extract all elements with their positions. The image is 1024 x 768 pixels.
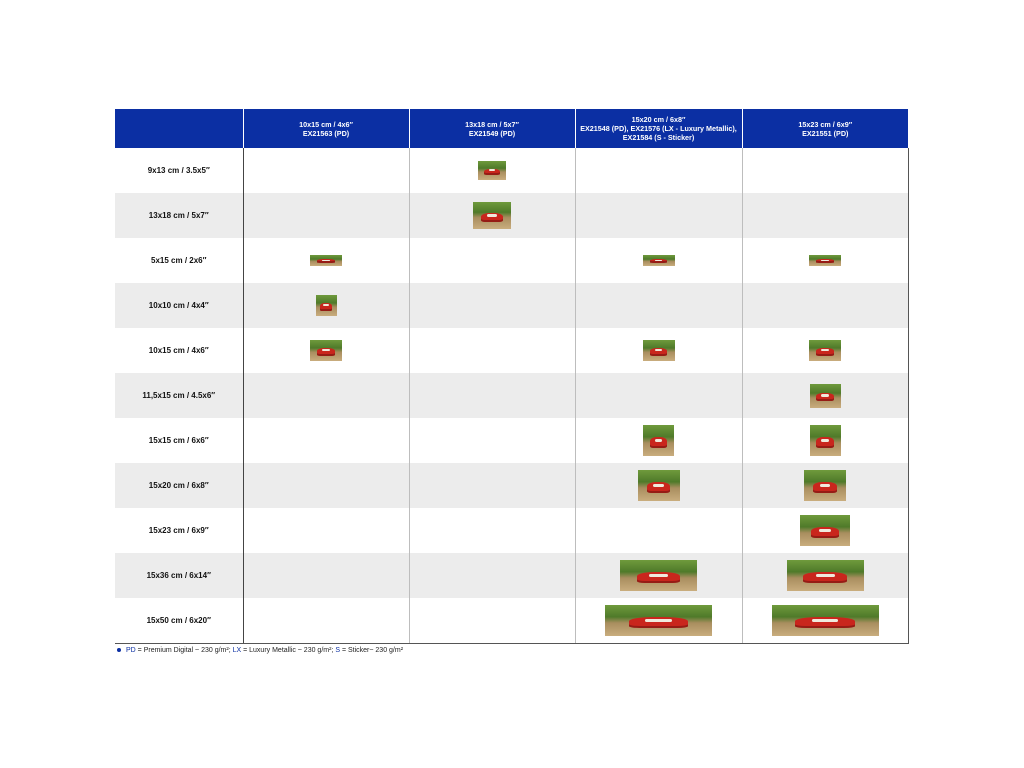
column-header-line: EX21549 (PD) <box>468 128 516 138</box>
matrix-cell <box>243 238 409 283</box>
matrix-body <box>115 148 908 644</box>
print-sample-thumbnail <box>809 255 841 266</box>
lx-description: = Luxury Metallic ~ 230 g/m²; <box>241 647 336 654</box>
size-label: 11,5x15 cm / 4.5x6″ <box>115 373 243 418</box>
matrix-cell <box>243 418 409 463</box>
matrix-cell <box>742 508 908 553</box>
matrix-cell <box>575 553 742 598</box>
matrix-cell <box>409 508 575 553</box>
car-photo-icon <box>629 617 689 628</box>
car-photo-icon <box>816 393 833 401</box>
column-header-line: EX21551 (PD) <box>802 128 849 138</box>
column-header-line: 15x23 cm / 6x9″ <box>798 119 853 129</box>
car-photo-icon <box>317 348 335 355</box>
car-photo-icon <box>816 437 833 448</box>
matrix-cell <box>742 283 908 328</box>
matrix-cell <box>575 373 742 418</box>
size-row <box>115 553 908 598</box>
matrix-cell <box>742 463 908 508</box>
matrix-cell <box>742 553 908 598</box>
matrix-cell <box>409 418 575 463</box>
size-row <box>115 508 908 553</box>
lx-code: LX <box>232 647 242 654</box>
print-sample-thumbnail <box>643 425 674 456</box>
size-label: 10x15 cm / 4x6″ <box>115 328 243 373</box>
matrix-cell <box>243 193 409 238</box>
car-photo-icon <box>317 259 335 263</box>
header-row <box>115 109 908 148</box>
matrix-cell <box>409 328 575 373</box>
size-label: 13x18 cm / 5x7″ <box>115 193 243 238</box>
size-label: 5x15 cm / 2x6″ <box>115 238 243 283</box>
size-row <box>115 238 908 283</box>
print-sample-thumbnail <box>800 515 850 546</box>
matrix-cell <box>243 373 409 418</box>
matrix-cell <box>409 463 575 508</box>
size-row <box>115 373 908 418</box>
matrix-cell <box>575 463 742 508</box>
matrix-cell <box>243 508 409 553</box>
car-photo-icon <box>647 482 671 493</box>
column-header-3 <box>575 109 742 148</box>
matrix-cell <box>742 148 908 193</box>
s-code: S <box>335 647 340 654</box>
print-sample-thumbnail <box>638 470 680 501</box>
size-label: 15x36 cm / 6x14″ <box>115 553 243 598</box>
size-row <box>115 193 908 238</box>
print-sample-thumbnail <box>620 560 697 591</box>
car-photo-icon <box>637 572 680 583</box>
size-label: 15x20 cm / 6x8″ <box>115 463 243 508</box>
column-header-line: 13x18 cm / 5x7″ <box>465 119 519 129</box>
print-sample-thumbnail <box>310 340 342 361</box>
car-photo-icon <box>484 169 500 175</box>
matrix-cell <box>575 508 742 553</box>
print-sample-thumbnail <box>643 255 675 266</box>
matrix-cell <box>243 328 409 373</box>
matrix-cell <box>742 238 908 283</box>
car-photo-icon <box>481 213 502 222</box>
matrix-cell <box>575 283 742 328</box>
matrix-cell <box>409 148 575 193</box>
matrix-cell <box>742 373 908 418</box>
print-sample-thumbnail <box>804 470 846 501</box>
car-photo-icon <box>803 572 846 583</box>
column-header-1 <box>243 109 409 148</box>
matrix-cell <box>243 283 409 328</box>
size-label: 10x10 cm / 4x4″ <box>115 283 243 328</box>
matrix-cell <box>409 193 575 238</box>
matrix-cell <box>742 193 908 238</box>
car-photo-icon <box>813 482 837 493</box>
car-photo-icon <box>795 617 855 628</box>
bullet-icon <box>117 648 121 652</box>
matrix-cell <box>742 598 908 644</box>
print-sample-thumbnail <box>473 202 511 229</box>
size-row <box>115 328 908 373</box>
header-corner <box>115 109 243 148</box>
car-photo-icon <box>650 348 668 355</box>
s-description: = Sticker~ 230 g/m² <box>340 647 404 654</box>
size-row <box>115 598 908 644</box>
column-header-4 <box>742 109 908 148</box>
car-photo-icon <box>811 527 839 538</box>
matrix-cell <box>742 328 908 373</box>
print-sample-thumbnail <box>605 605 712 636</box>
size-row <box>115 418 908 463</box>
print-sample-thumbnail <box>772 605 879 636</box>
size-row <box>115 148 908 193</box>
matrix-cell <box>409 283 575 328</box>
matrix-cell <box>575 238 742 283</box>
size-label: 9x13 cm / 3.5x5″ <box>115 148 243 193</box>
car-photo-icon <box>320 303 332 310</box>
matrix-cell <box>575 328 742 373</box>
pd-description: = Premium Digital ~ 230 g/m²; <box>135 647 233 654</box>
car-photo-icon <box>650 259 668 263</box>
print-sample-thumbnail <box>809 340 841 361</box>
matrix-cell <box>409 238 575 283</box>
matrix-cell <box>409 373 575 418</box>
matrix-cell <box>575 418 742 463</box>
print-sample-thumbnail <box>478 161 506 180</box>
column-header-line: 15x20 cm / 6x8″ <box>631 115 686 124</box>
column-header-line: EX21584 (S - Sticker) <box>622 133 695 142</box>
size-label: 15x15 cm / 6x6″ <box>115 418 243 463</box>
size-row <box>115 463 908 508</box>
print-size-matrix <box>115 109 909 644</box>
matrix-cell <box>575 598 742 644</box>
column-header-2 <box>409 109 575 148</box>
size-label: 15x50 cm / 6x20″ <box>115 598 243 644</box>
pd-code: PD <box>126 647 136 654</box>
car-photo-icon <box>816 259 834 263</box>
matrix-cell <box>409 598 575 644</box>
car-photo-icon <box>650 437 667 448</box>
material-legend <box>117 647 403 654</box>
print-sample-thumbnail <box>643 340 675 361</box>
matrix-cell <box>575 148 742 193</box>
print-sample-thumbnail <box>787 560 864 591</box>
car-photo-icon <box>816 348 834 355</box>
matrix-cell <box>243 148 409 193</box>
print-sample-thumbnail <box>316 295 337 316</box>
print-sample-thumbnail <box>810 384 841 408</box>
size-label: 15x23 cm / 6x9″ <box>115 508 243 553</box>
matrix-cell <box>243 463 409 508</box>
matrix-cell <box>575 193 742 238</box>
column-header-line: EX21548 (PD), EX21576 (LX - Luxury Metallic), <box>580 124 737 133</box>
matrix-cell <box>243 598 409 644</box>
size-row <box>115 283 908 328</box>
print-sample-thumbnail <box>810 425 841 456</box>
print-sample-thumbnail <box>310 255 342 266</box>
matrix-cell <box>409 553 575 598</box>
column-header-line: EX21563 (PD) <box>302 128 350 138</box>
matrix-cell <box>243 553 409 598</box>
column-header-line: 10x15 cm / 4x6″ <box>299 119 353 129</box>
matrix-cell <box>742 418 908 463</box>
